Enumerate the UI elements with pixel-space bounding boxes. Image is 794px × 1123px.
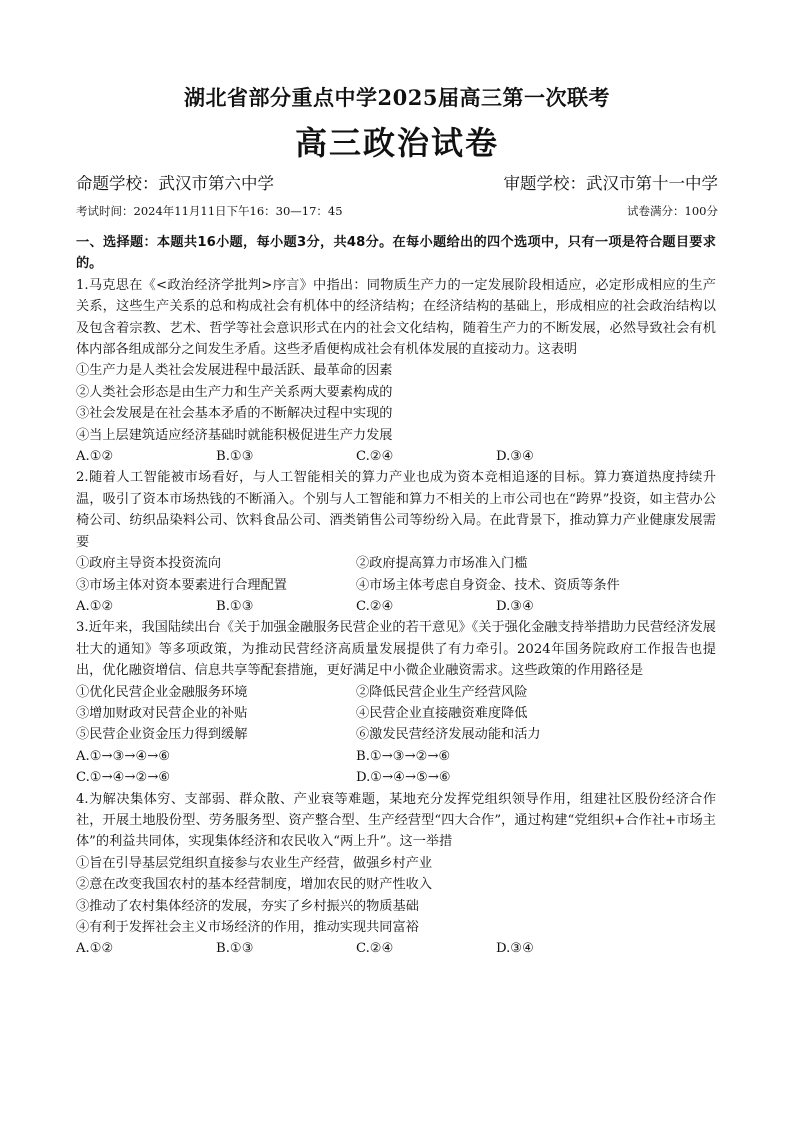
option-statement: ①政府主导资本投资流向 xyxy=(76,556,222,572)
exam-body xyxy=(76,232,716,960)
question-stem: 4.为解决集体穷、支部弱、群众散、产业衰等难题，某地充分发挥党组织领导作用，组建社区股份经济合作社，开展土地股份型、劳务服务型、资产整合型、生产经营型“四大合作”，通过构建“党组织+合作社+市场主体”的利益共同体，实现集体经济和农民收入“两上升”。这一举措 xyxy=(76,791,716,850)
option-row xyxy=(76,682,716,703)
choice-c: C.②④ xyxy=(356,598,394,614)
full-score: 试卷满分：100分 xyxy=(627,204,718,218)
answer-choices xyxy=(76,767,716,788)
question-3 xyxy=(76,617,716,788)
exam-title-line1: 湖北省部分重点中学2025届高三第一次联考 xyxy=(184,85,610,110)
option-statement: ③市场主体对资本要素进行合理配置 xyxy=(76,577,287,593)
option-statement: ②人类社会形态是由生产力和生产关系两大要素构成的 xyxy=(76,384,393,400)
option-statement: ④市场主体考虑自身资金、技术、资质等条件 xyxy=(356,577,620,593)
choice-b: B.①③ xyxy=(216,449,254,465)
question-4 xyxy=(76,789,716,960)
section-heading: 一、选择题：本题共16小题，每小题3分，共48分。在每小题给出的四个选项中，只有一项是符合题目要求的。 xyxy=(76,235,716,272)
option-statement: ⑥激发民营经济发展动能和活力 xyxy=(356,727,541,743)
option-statement: ②政府提高算力市场准入门槛 xyxy=(356,556,528,572)
option-statement: ①生产力是人类社会发展进程中最活跃、最革命的因素 xyxy=(76,363,393,379)
option-statement: ④当上层建筑适应经济基础时就能积极促进生产力发展 xyxy=(76,427,393,443)
choice-b: B.①③ xyxy=(216,941,254,957)
exam-info xyxy=(76,203,718,221)
question-stem: 1.马克思在《<政治经济学批判>序言》中指出：同物质生产力的一定发展阶段相适应，必定形成相应的生产关系，这些生产关系的总和构成社会有机体中的经济结构；在经济结构的基础上，形成相应的社会政治结构以及包含着宗教、艺术、哲学等社会意识形式在内的社会文化结构，随着生产力的不断发展，必然导致社会有机体内部各组成部分之间发生矛盾。这些矛盾便构成社会有机体发展的直接动力。这表明 xyxy=(76,277,716,358)
option-statement: ②意在改变我国农村的基本经营制度，增加农民的财产性收入 xyxy=(76,877,433,893)
option-statement: ④有利于发挥社会主义市场经济的作用，推动实现共同富裕 xyxy=(76,920,419,935)
option-row xyxy=(76,724,716,745)
question-stem: 2.随着人工智能被市场看好，与人工智能相关的算力产业也成为资本竞相追逐的目标。算力赛道热度持续升温，吸引了资本市场热钱的不断涌入。个别与人工智能和算力不相关的上市公司也在“跨界”投资，如主营办公椅公司、纺织品染料公司、饮料食品公司、酒类销售公司等纷纷入局。在此背景下，推动算力产业健康发展需要 xyxy=(76,470,716,550)
option-statement: ③社会发展是在社会基本矛盾的不断解决过程中实现的 xyxy=(76,406,393,422)
option-statement: ①优化民营企业金融服务环境 xyxy=(76,684,248,700)
option-row xyxy=(76,553,716,574)
choice-c: C.①→④→②→⑥ xyxy=(76,770,171,786)
choice-a: A.①② xyxy=(76,449,114,465)
choice-b: B.①→③→②→⑥ xyxy=(356,748,451,764)
option-statement: ①旨在引导基层党组织直接参与农业生产经营，做强乡村产业 xyxy=(76,855,433,871)
option-statement: ⑤民营企业资金压力得到缓解 xyxy=(76,727,248,743)
choice-d: D.①→④→⑤→⑥ xyxy=(356,770,451,786)
question-2 xyxy=(76,467,716,617)
exam-time: 考试时间：2024年11月11日下午16：30—17：45 xyxy=(76,204,343,218)
setter-school: 命题学校：武汉市第六中学 xyxy=(76,174,274,193)
choice-a: A.①② xyxy=(76,598,114,614)
school-info xyxy=(76,170,718,194)
option-statement: ②降低民营企业生产经营风险 xyxy=(356,684,528,700)
choice-d: D.③④ xyxy=(496,941,534,957)
choice-a: A.①→③→④→⑥ xyxy=(76,748,171,764)
choice-d: D.③④ xyxy=(496,449,534,465)
choice-c: C.②④ xyxy=(356,449,394,465)
option-statement: ④民营企业直接融资难度降低 xyxy=(356,705,528,721)
choice-d: D.③④ xyxy=(496,598,534,614)
exam-title-line2: 高三政治试卷 xyxy=(294,124,499,162)
answer-choices xyxy=(76,746,716,767)
option-statement: ③增加财政对民营企业的补贴 xyxy=(76,705,248,721)
choice-b: B.①③ xyxy=(216,598,254,614)
question-1 xyxy=(76,275,716,468)
option-statement: ③推动了农村集体经济的发展，夯实了乡村振兴的物质基础 xyxy=(76,898,419,914)
reviewer-school: 审题学校：武汉市第十一中学 xyxy=(503,174,718,193)
option-row xyxy=(76,575,716,596)
choice-a: A.①② xyxy=(76,941,114,957)
answer-choices xyxy=(76,596,716,617)
answer-choices xyxy=(76,938,716,959)
choice-c: C.②④ xyxy=(356,941,394,957)
answer-choices xyxy=(76,446,716,467)
question-stem: 3.近年来，我国陆续出台《关于加强金融服务民营企业的若干意见》《关于强化金融支持举措助力民营经济发展壮大的通知》等多项政策，为推动民营经济高质量发展提供了有力牵引。2024年国务院政府工作报告也提出，优化融资增信、信息共享等配套措施，更好满足中小微企业融资需求。这些政策的作用路径是 xyxy=(76,620,716,679)
option-row xyxy=(76,703,716,724)
